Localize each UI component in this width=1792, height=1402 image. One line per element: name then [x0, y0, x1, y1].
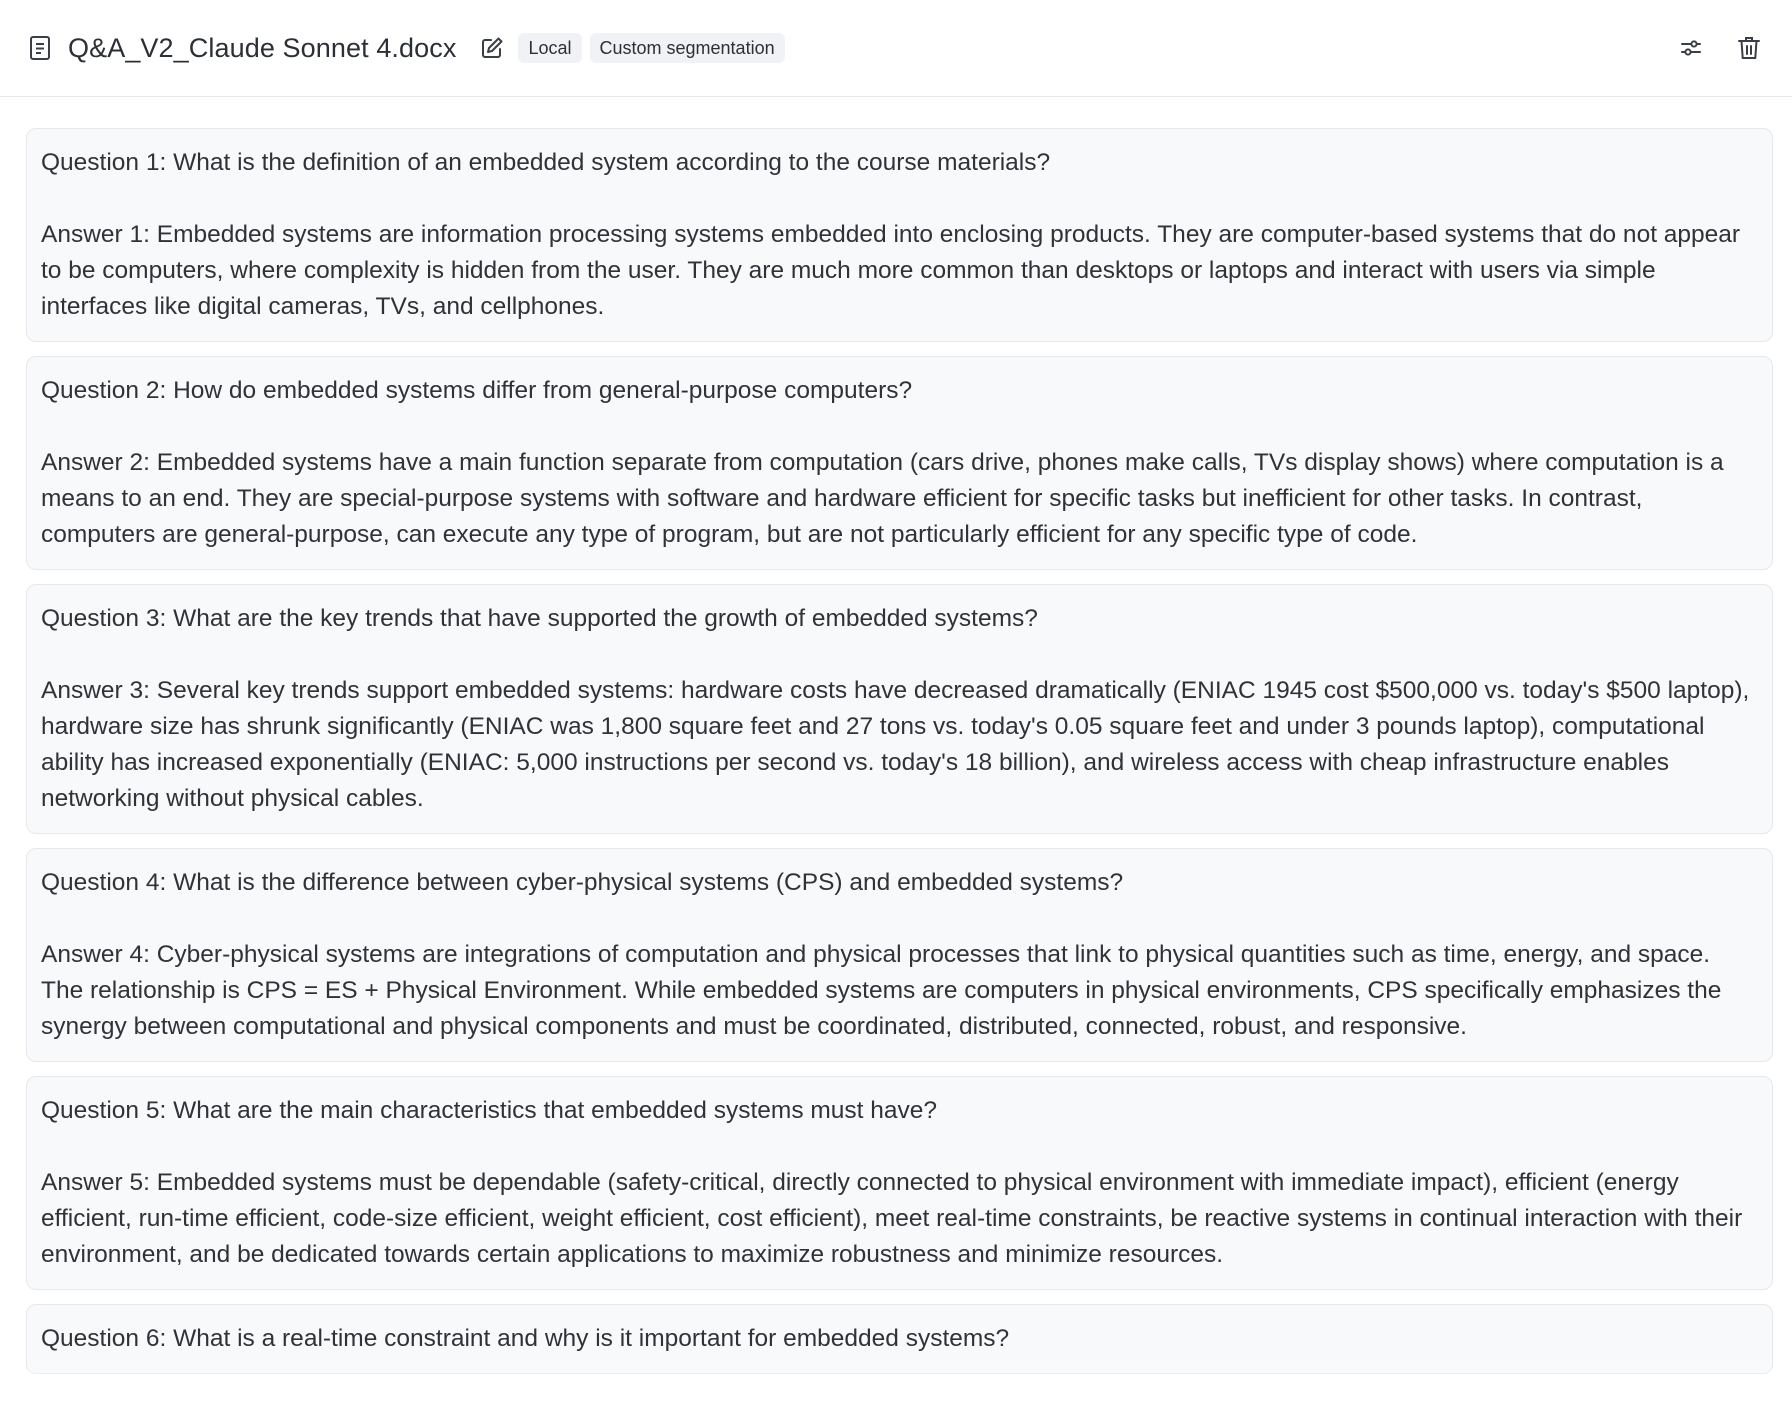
chunk-answer: Answer 5: Embedded systems must be dependable (safety-critical, directly connected to physical environment with immediate impact), efficient (energy efficient, run-time efficient, code-size efficient, weight efficient, cost efficient), meet real-time constraints, be reactive systems in continual interaction with their environment, and be dedicated towards certain applications to maximize robustness and minimize resources. [41, 1169, 1743, 1268]
edit-icon[interactable] [478, 34, 506, 62]
chunk-card[interactable] [26, 848, 1773, 1062]
document-icon [26, 34, 54, 62]
chunk-card[interactable] [26, 1304, 1773, 1374]
trash-icon[interactable] [1732, 31, 1766, 65]
chunk-answer: Answer 2: Embedded systems have a main function separate from computation (cars drive, phones make calls, TVs display shows) where computation is a means to an end. They are special-purpose systems with software and hardware efficient for specific tasks but inefficient for other tasks. In contrast, computers are general-purpose, can execute any type of program, but are not particularly efficient for any specific type of code. [41, 449, 1724, 548]
segmentation-tag: Custom segmentation [590, 33, 785, 63]
local-tag: Local [518, 33, 581, 63]
chunk-question: Question 4: What is the difference between cyber-physical systems (CPS) and embedded systems? [41, 869, 1124, 896]
chunk-card[interactable] [26, 128, 1773, 342]
chunk-question: Question 3: What are the key trends that have supported the growth of embedded systems? [41, 605, 1038, 632]
chunk-question: Question 1: What is the definition of an embedded system according to the course materials? [41, 149, 1051, 176]
chunk-answer: Answer 1: Embedded systems are information processing systems embedded into enclosing products. They are computer-based systems that do not appear to be computers, where complexity is hidden from the user. They are much more common than desktops or laptops and interact with users via simple interfaces like digital cameras, TVs, and cellphones. [41, 221, 1741, 320]
chunk-answer: Answer 4: Cyber-physical systems are integrations of computation and physical processes that link to physical quantities such as time, energy, and space. The relationship is CPS = ES + Physical Environment. While embedded systems are computers in physical environments, CPS specifically emphasizes the synergy between computational and physical components and must be coordinated, distributed, connected, robust, and responsive. [41, 941, 1722, 1040]
chunk-question: Question 2: How do embedded systems differ from general-purpose computers? [41, 377, 913, 404]
document-title: Q&A_V2_Claude Sonnet 4.docx [68, 32, 457, 63]
chunk-answer: Answer 3: Several key trends support embedded systems: hardware costs have decreased dramatically (ENIAC 1945 cost $500,000 vs. today's $500 laptop), hardware size has shrunk significantly (ENIAC was 1,800 square feet and 27 tons vs. today's 0.05 square feet and under 3 pounds laptop), computational ability has increased exponentially (ENIAC: 5,000 instructions per second vs. today's 18 billion), and wireless access with cheap infrastructure enables networking without physical cables. [41, 677, 1750, 812]
chunk-list [0, 97, 1792, 1402]
chunk-card[interactable] [26, 584, 1773, 834]
chunk-question: Question 5: What are the main characteristics that embedded systems must have? [41, 1097, 938, 1124]
chunk-card[interactable] [26, 1076, 1773, 1290]
sliders-icon[interactable] [1674, 31, 1708, 65]
chunk-card[interactable] [26, 356, 1773, 570]
document-header [0, 0, 1792, 97]
chunk-question: Question 6: What is a real-time constraint and why is it important for embedded systems? [41, 1325, 1010, 1352]
